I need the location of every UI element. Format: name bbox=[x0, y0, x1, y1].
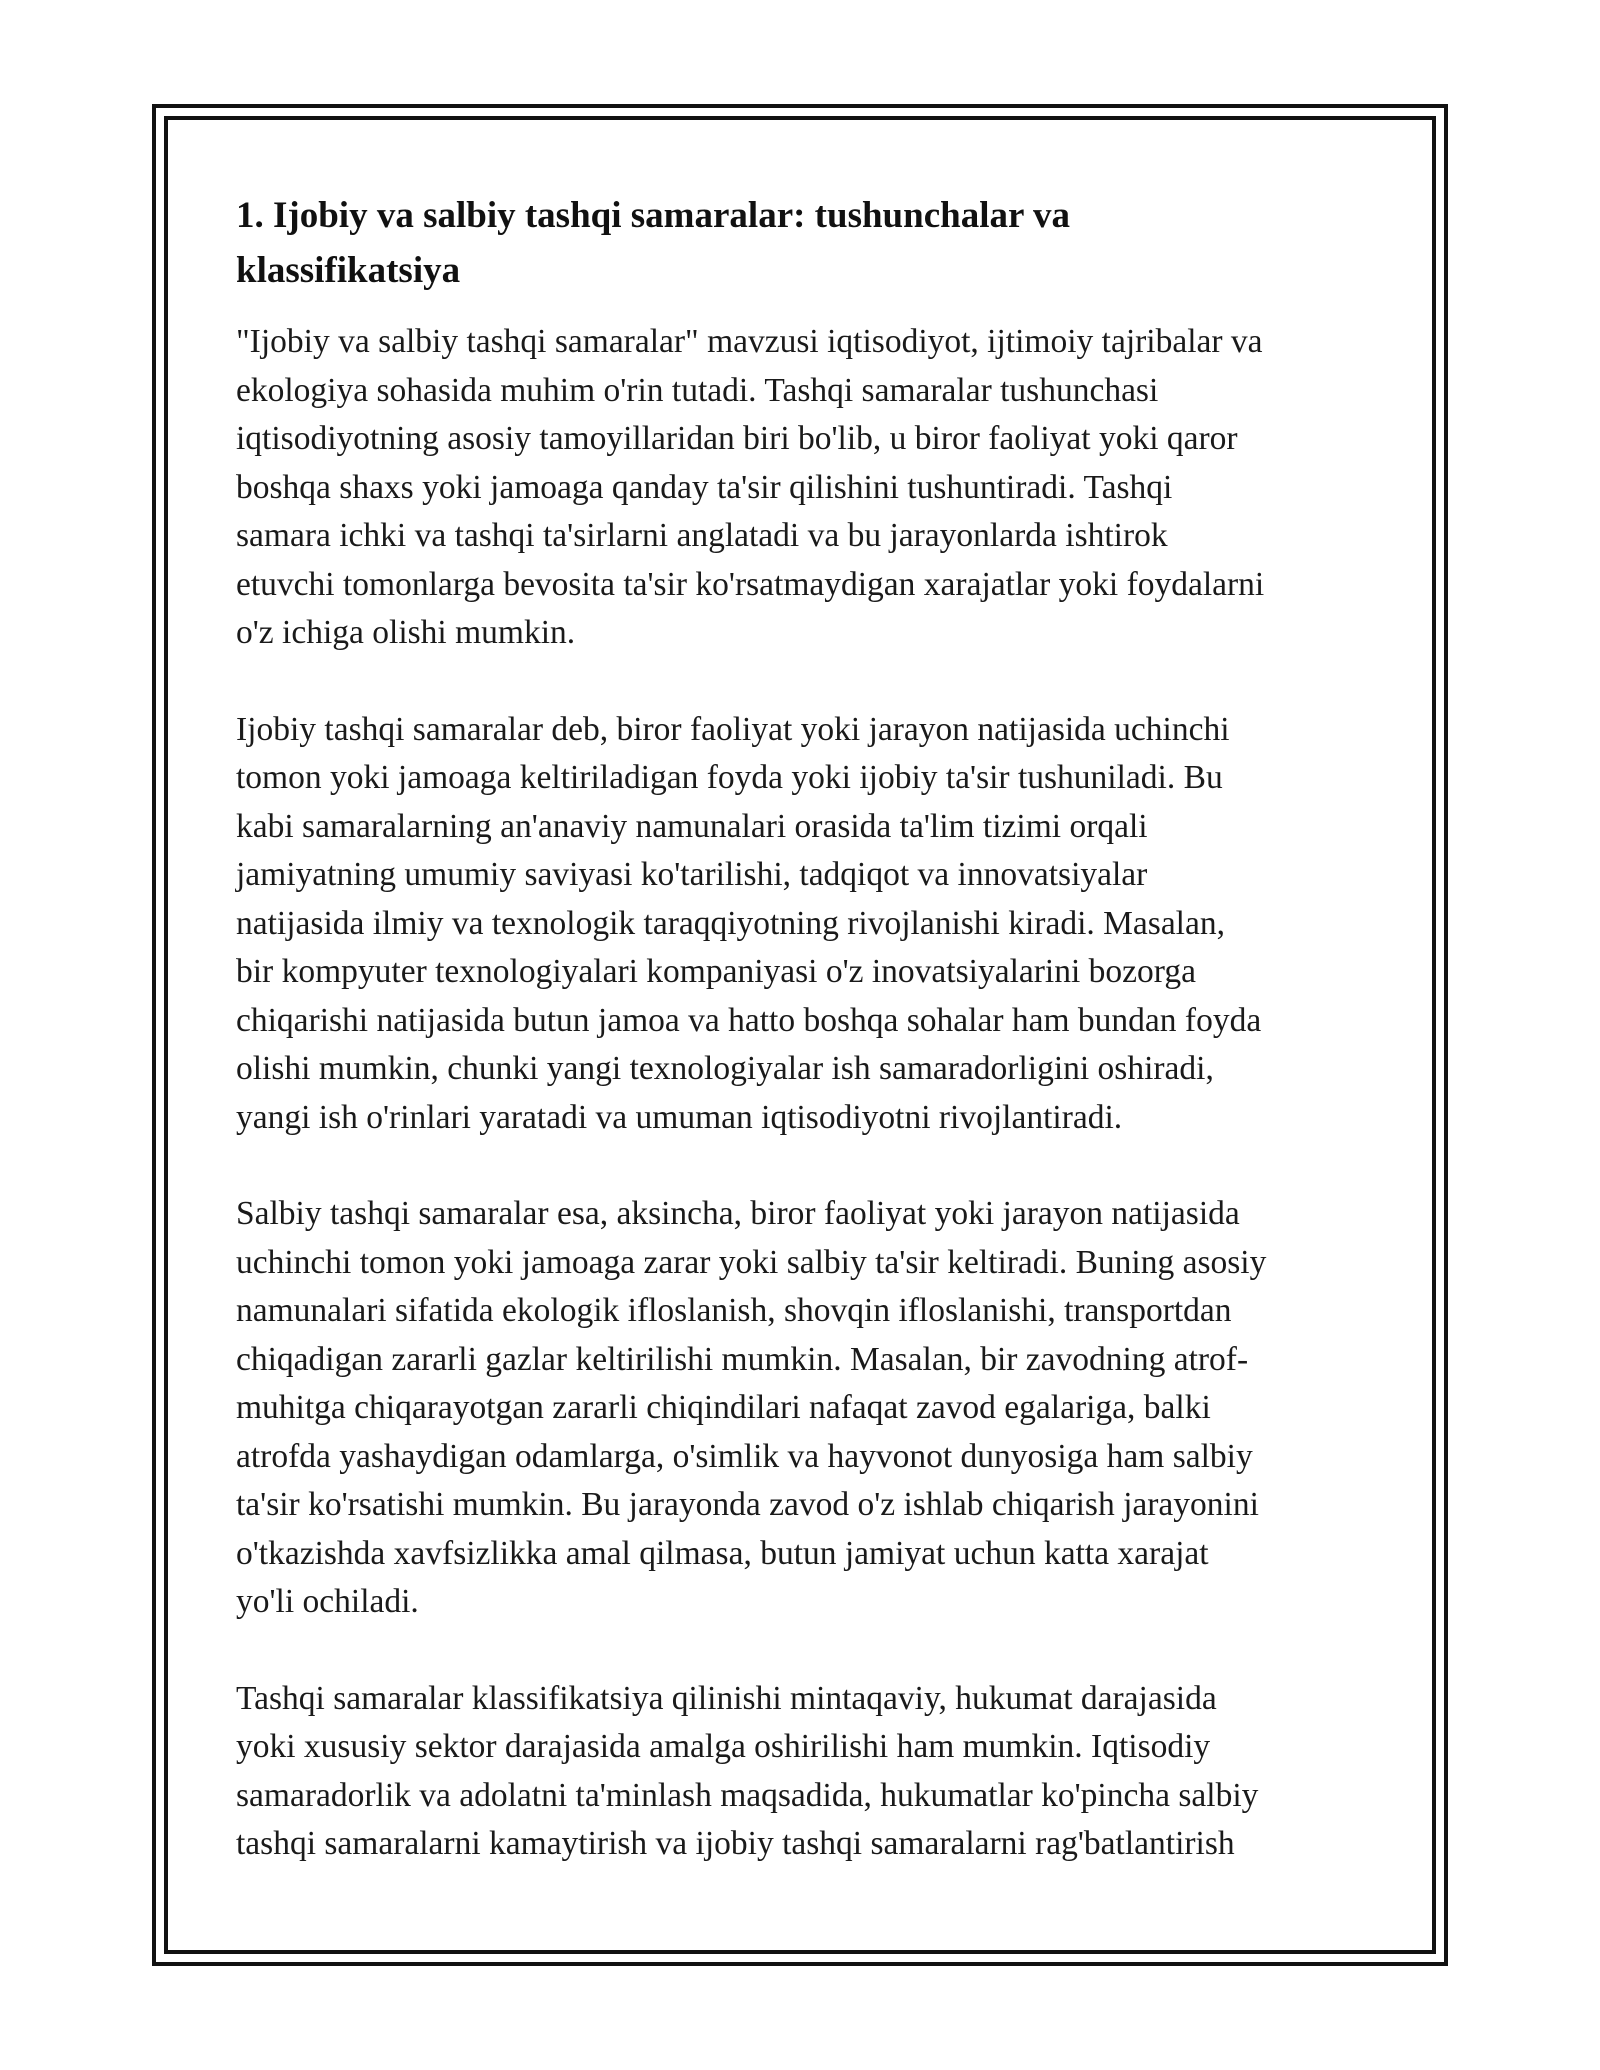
text-line: o'tkazishda xavfsizlikka amal qilmasa, butun jamiyat uchun katta xarajat bbox=[236, 1534, 1209, 1572]
paragraph-classification bbox=[236, 1675, 1366, 1869]
text-line: yo'li ochiladi. bbox=[236, 1583, 419, 1620]
text-line: Tashqi samaralar klassifikatsiya qilinishi mintaqaviy, hukumat darajasida bbox=[236, 1679, 1217, 1717]
text-line: kabi samaralarning an'anaviy namunalari orasida ta'lim tizimi orqali bbox=[236, 807, 1148, 845]
text-line: yangi ish o'rinlari yaratadi va umuman iqtisodiyotni rivojlantiradi. bbox=[236, 1098, 1123, 1136]
text-line: etuvchi tomonlarga bevosita ta'sir ko'rsatmaydigan xarajatlar yoki foydalarni bbox=[236, 565, 1265, 603]
text-line: tashqi samaralarni kamaytirish va ijobiy tashqi samaralarni rag'batlantirish bbox=[236, 1825, 1235, 1862]
text-line: "Ijobiy va salbiy tashqi samaralar" mavzusi iqtisodiyot, ijtimoiy tajribalar va bbox=[236, 323, 1263, 360]
text-line: tomon yoki jamoaga keltiriladigan foyda yoki ijobiy ta'sir tushuniladi. Bu bbox=[236, 759, 1223, 796]
text-line: boshqa shaxs yoki jamoaga qanday ta'sir qilishini tushuntiradi. Tashqi bbox=[236, 468, 1173, 506]
document-body bbox=[236, 188, 1366, 1869]
text-line: samaradorlik va adolatni ta'minlash maqsadida, hukumatlar ko'pincha salbiy bbox=[236, 1776, 1259, 1814]
text-line: uchinchi tomon yoki jamoaga zarar yoki salbiy ta'sir keltiradi. Buning asosiy bbox=[236, 1243, 1267, 1281]
text-line: atrofda yashaydigan odamlarga, o'simlik va hayvonot dunyosiga ham salbiy bbox=[236, 1437, 1253, 1475]
text-line: muhitga chiqarayotgan zararli chiqindilari nafaqat zavod egalariga, balki bbox=[236, 1389, 1211, 1426]
text-line: yoki xususiy sektor darajasida amalga oshirilishi ham mumkin. Iqtisodiy bbox=[236, 1728, 1211, 1765]
heading-line: klassifikatsiya bbox=[236, 250, 461, 291]
text-line: natijasida ilmiy va texnologik taraqqiyotning rivojlanishi kiradi. Masalan, bbox=[236, 904, 1225, 942]
heading-line: 1. Ijobiy va salbiy tashqi samaralar: tushunchalar va bbox=[236, 195, 1070, 236]
paragraph-negative-externalities bbox=[236, 1190, 1366, 1627]
text-line: bir kompyuter texnologiyalari kompaniyasi o'z inovatsiyalarini bozorga bbox=[236, 953, 1196, 990]
paragraph-intro bbox=[236, 318, 1366, 658]
text-line: ta'sir ko'rsatishi mumkin. Bu jarayonda zavod o'z ishlab chiqarish jarayonini bbox=[236, 1486, 1259, 1523]
text-line: chiqadigan zararli gazlar keltirilishi mumkin. Masalan, bir zavodning atrof- bbox=[236, 1340, 1249, 1378]
text-line: namunalari sifatida ekologik ifloslanish, shovqin ifloslanishi, transportdan bbox=[236, 1292, 1232, 1329]
text-line: Ijobiy tashqi samaralar deb, biror faoliyat yoki jarayon natijasida uchinchi bbox=[236, 710, 1230, 748]
text-line: chiqarishi natijasida butun jamoa va hatto boshqa sohalar ham bundan foyda bbox=[236, 1001, 1262, 1039]
text-line: iqtisodiyotning asosiy tamoyillaridan biri bo'lib, u biror faoliyat yoki qaror bbox=[236, 420, 1238, 457]
text-line: jamiyatning umumiy saviyasi ko'tarilishi, tadqiqot va innovatsiyalar bbox=[236, 856, 1148, 893]
paragraph-positive-externalities bbox=[236, 706, 1366, 1143]
section-heading bbox=[236, 188, 1366, 298]
text-line: Salbiy tashqi samaralar esa, aksincha, biror faoliyat yoki jarayon natijasida bbox=[236, 1195, 1240, 1232]
text-line: o'z ichiga olishi mumkin. bbox=[236, 614, 576, 651]
text-line: samara ichki va tashqi ta'sirlarni anglatadi va bu jarayonlarda ishtirok bbox=[236, 517, 1168, 554]
text-line: ekologiya sohasida muhim o'rin tutadi. Tashqi samaralar tushunchasi bbox=[236, 371, 1159, 409]
text-line: olishi mumkin, chunki yangi texnologiyalar ish samaradorligini oshiradi, bbox=[236, 1050, 1214, 1087]
